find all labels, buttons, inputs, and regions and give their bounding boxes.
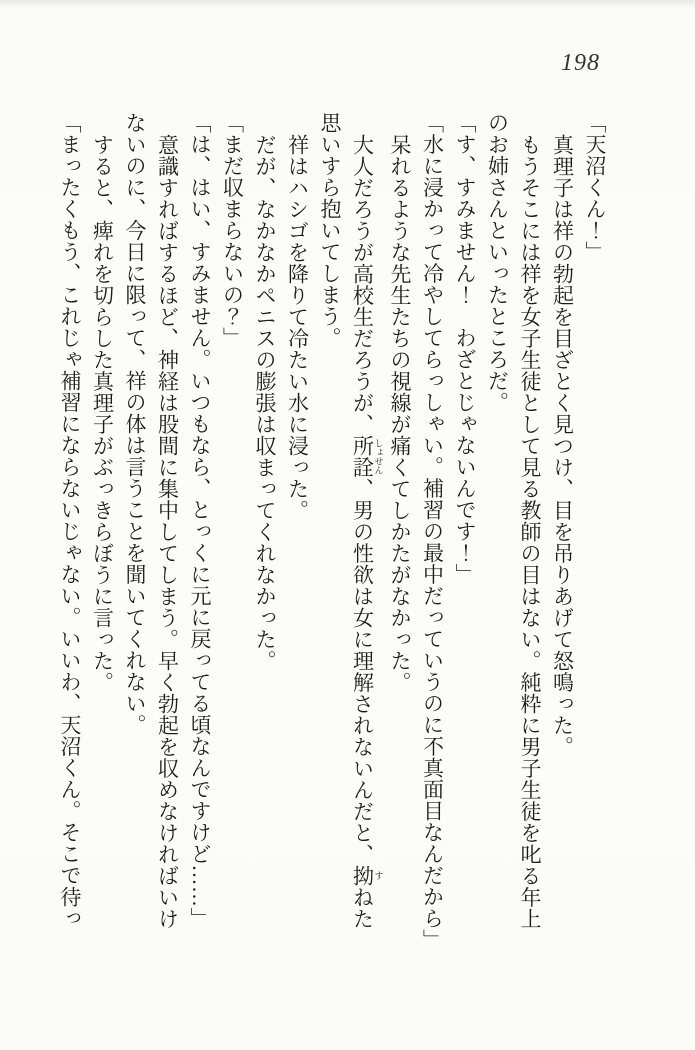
- text-line: 大人だろうが高校生だろうが、所詮 しょせん、男の性欲は女に理解されないんだと、拗 すねた: [350, 133, 384, 929]
- furigana-ruby: 拗 す: [350, 864, 384, 886]
- text-line: 「天沼くん！」: [583, 112, 607, 263]
- text-line: 「まだ収まらないの？」: [220, 112, 245, 349]
- text-line: すると、痺れを切らした真理子がぶっきらぼうに言った。: [90, 133, 115, 693]
- text-block: [58, 112, 611, 964]
- text-line: 呆れるような先生たちの視線が痛くてしかたがなかった。: [388, 133, 412, 693]
- text-line: 「は、はい、すみません。いつもなら、とっくに元に戻ってる頃なんですけど……」: [188, 112, 212, 929]
- text-line: のお姉さんといったところだ。: [485, 112, 510, 413]
- text-line: 祥はハシゴを降りて冷たい水に浸った。: [285, 133, 310, 521]
- text-line: 意識すればするほど、神経は股間に集中してしまう。早く勃起を収めなければいけ: [155, 133, 180, 929]
- text-line: ないのに、今日に限って、祥の体は言うことを聞いてくれない。: [123, 112, 147, 736]
- text-line: だが、なかなかペニスの膨張は収まってくれなかった。: [253, 133, 277, 671]
- text-line: 「水に浸かって冷やしてらっしゃい。補習の最中だっていうのに不真面目なんだから」: [420, 112, 445, 951]
- text-line: 「す、すみません！ わざとじゃないんです！」: [453, 112, 477, 585]
- furigana-ruby: 所詮 しょせん: [350, 434, 384, 478]
- text-line: 真理子は祥の勃起を目ざとく見つけ、目を吊りあげて怒鳴った。: [550, 133, 575, 757]
- text-line: 「まったくもう、これじゃ補習にならないじゃない。いいわ、天沼くん。そこで待っ: [58, 112, 82, 929]
- text-line: もうそこには祥を女子生徒として見る教師の目はない。純粋に男子生徒を叱る年上: [518, 133, 542, 929]
- page-number: 198: [561, 50, 600, 76]
- text-line: 思いすら抱いてしまう。: [318, 112, 342, 349]
